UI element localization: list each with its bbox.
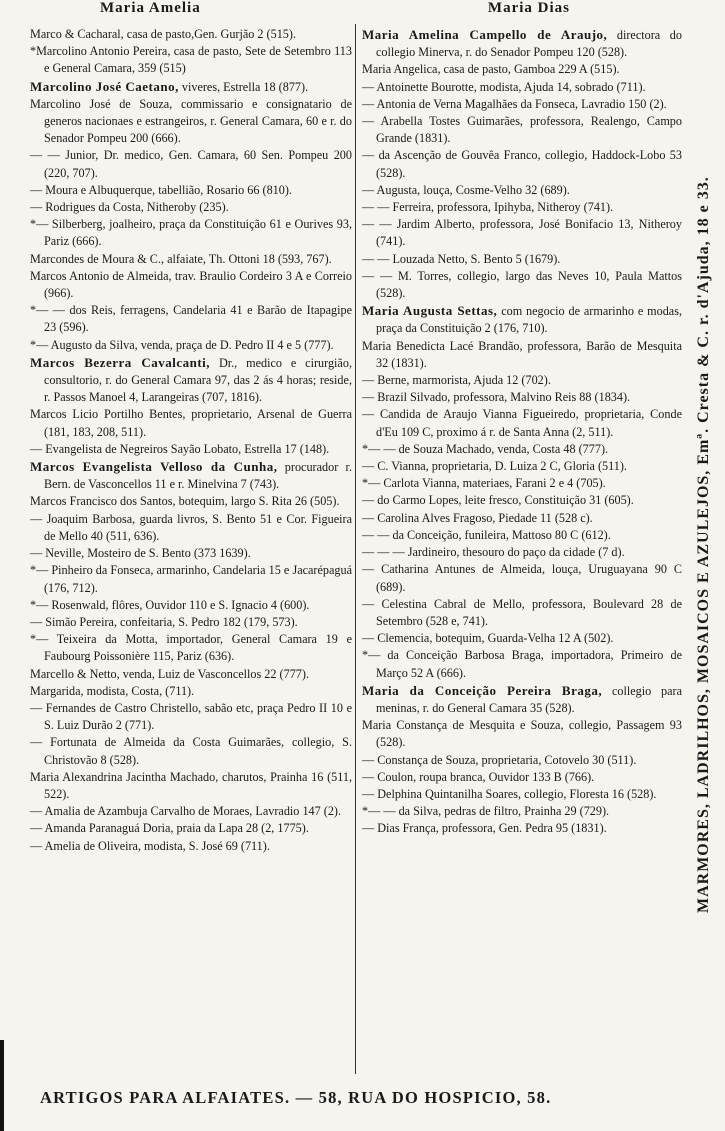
directory-entry xyxy=(362,406,682,440)
directory-entry xyxy=(362,786,682,803)
entry-text: *— Pinheiro da Fonseca, armarinho, Candelaria 15 e Jacarépaguá (176, 712). xyxy=(30,563,352,595)
directory-entry xyxy=(362,338,682,372)
entry-text: Margarida, modista, Costa, (711). xyxy=(30,683,195,698)
footer-advertisement: ARTIGOS PARA ALFAIATES. — 58, RUA DO HOSPICIO, 58. xyxy=(40,1088,552,1107)
entry-text: — da Ascenção de Gouvêa Franco, collegio, Haddock-Lobo 53 (528). xyxy=(362,148,682,180)
entry-text: — Antonia de Verna Magalhães da Fonseca, Lavradio 150 (2). xyxy=(362,96,667,111)
entry-text: — do Carmo Lopes, leite fresco, Constituição 31 (605). xyxy=(362,493,634,508)
entry-text: *— — de Souza Machado, venda, Costa 48 (777). xyxy=(362,441,609,456)
directory-entry xyxy=(30,631,352,665)
entry-text: — — da Conceição, funileira, Mattoso 80 C (612). xyxy=(362,527,611,542)
entry-text: — — Jardim Alberto, professora, José Bonifacio 13, Nitheroy (741). xyxy=(362,217,682,249)
entry-text: — Constança de Souza, proprietaria, Cotovelo 30 (511). xyxy=(362,752,637,767)
entry-text: Maria Benedicta Lacé Brandão, professora, Barão de Mesquita 32 (1831). xyxy=(362,338,682,370)
directory-entry xyxy=(362,527,682,544)
directory-entry xyxy=(30,511,352,545)
entry-text: collegio para meninas, r. do General Camara 35 (528). xyxy=(376,683,683,715)
directory-entry xyxy=(362,510,682,527)
running-head xyxy=(100,0,570,20)
entry-text: — Candida de Araujo Vianna Figueiredo, proprietaria, Conde d'Eu 109 C, proximo á r. de Santa Anna (2, 511). xyxy=(362,407,682,439)
entry-text: — — Junior, Dr. medico, Gen. Camara, 60 Sen. Pompeu 200 (220, 707). xyxy=(30,148,352,180)
directory-entry xyxy=(362,752,682,769)
entry-text: *— Rosenwald, flôres, Ouvidor 110 e S. Ignacio 4 (600). xyxy=(30,597,310,612)
running-head-left: Maria Amelia xyxy=(100,0,201,16)
directory-entry xyxy=(362,61,682,78)
entry-text: — Neville, Mosteiro de S. Bento (373 1639). xyxy=(30,546,251,561)
entry-text: — Berne, marmorista, Ajuda 12 (702). xyxy=(362,373,551,388)
directory-entry xyxy=(362,441,682,458)
entry-text: *— Carlota Vianna, materiaes, Farani 2 e 4 (705). xyxy=(362,476,606,491)
entry-text: *— da Conceição Barbosa Braga, importadora, Primeiro de Março 52 A (666). xyxy=(362,648,682,680)
directory-entry xyxy=(362,147,682,181)
directory-entry xyxy=(30,96,352,148)
entry-text: — Coulon, roupa branca, Ouvidor 133 B (766). xyxy=(362,769,595,784)
right-column xyxy=(362,26,682,838)
directory-entry xyxy=(362,682,682,717)
directory-entry xyxy=(362,26,682,61)
entry-text: Maria Angelica, casa de pasto, Gamboa 229 A (515). xyxy=(362,62,620,77)
directory-entry xyxy=(362,803,682,820)
entry-heading: Marcos Bezerra Cavalcanti, xyxy=(30,354,211,370)
margin-bar xyxy=(0,1040,4,1131)
entry-text: — Delphina Quintanilha Soares, collegio, Floresta 16 (528). xyxy=(362,786,657,801)
directory-entry xyxy=(362,492,682,509)
directory-entry xyxy=(30,820,352,837)
entry-text: *— — dos Reis, ferragens, Candelaria 41 e Barão de Itapagipe 23 (596). xyxy=(30,303,352,335)
entry-text: Marcello & Netto, venda, Luiz de Vasconcellos 22 (777). xyxy=(30,666,309,681)
entry-text: Marcolino José de Souza, commissario e consignatario de generos nacionaes e estrangeiros, r. General Camara, 60 e r. do Senador Pompeu 200 (666). xyxy=(30,96,352,146)
entry-text: — Augusta, louça, Cosme-Velho 32 (689). xyxy=(362,182,570,197)
entry-text: — — Ferreira, professora, Ipihyba, Nitheroy (741). xyxy=(362,200,614,215)
entry-text: *— Augusto da Silva, venda, praça de D. Pedro II 4 e 5 (777). xyxy=(30,337,334,352)
directory-entry xyxy=(362,544,682,561)
entry-text: — Dias França, professora, Gen. Pedra 95 (1831). xyxy=(362,821,607,836)
directory-entry xyxy=(30,666,352,683)
entry-text: — Rodrigues da Costa, Nitheroby (235). xyxy=(30,200,229,215)
directory-entry xyxy=(362,561,682,595)
directory-entry xyxy=(30,78,352,96)
directory-entry xyxy=(362,769,682,786)
directory-entry xyxy=(30,182,352,199)
directory-entry xyxy=(362,96,682,113)
entry-text: — Celestina Cabral de Mello, professora, Boulevard 28 de Setembro (528 e, 741). xyxy=(362,596,682,628)
entry-text: Marcondes de Moura & C., alfaiate, Th. Ottoni 18 (593, 767). xyxy=(30,251,332,266)
directory-entry xyxy=(30,302,352,336)
directory-entry xyxy=(362,630,682,647)
entry-heading: Marcos Evangelista Velloso da Cunha, xyxy=(30,459,278,475)
entry-text: — Simão Pereira, confeitaria, S. Pedro 182 (179, 573). xyxy=(30,614,298,629)
entry-text: Dr., medico e cirurgião, consultorio, r. do General Camara 97, das 2 ás 4 horas; reside, r. Passos Manoel 4, Larangeiras (707, 1816). xyxy=(44,355,352,405)
entry-text: — — M. Torres, collegio, largo das Neves 10, Paula Mattos (528). xyxy=(362,268,682,301)
directory-entry xyxy=(362,596,682,630)
directory-entry xyxy=(30,838,352,855)
directory-entry xyxy=(30,562,352,596)
directory-entry xyxy=(30,268,352,302)
directory-entry xyxy=(30,337,352,354)
directory-entry xyxy=(362,389,682,406)
directory-entry xyxy=(362,182,682,199)
directory-entry xyxy=(30,26,352,43)
entry-text: Marco & Cacharal, casa de pasto,Gen. Gurjão 2 (515). xyxy=(30,27,296,41)
entry-text: — Fortunata de Almeida da Costa Guimarães, collegio, S. Christovão 8 (528). xyxy=(30,735,352,767)
directory-entry xyxy=(30,700,352,734)
entry-text: — Moura e Albuquerque, tabellião, Rosario 66 (810). xyxy=(30,182,292,197)
entry-text: procurador r. Bern. de Vasconcellos 11 e r. Minelvina 7 (743). xyxy=(44,460,352,492)
directory-entry xyxy=(362,216,682,250)
directory-entry xyxy=(362,251,682,268)
directory-entry xyxy=(30,406,352,440)
entry-text: — Joaquim Barbosa, guarda livros, S. Bento 51 e Cor. Figueira de Mello 40 (511, 636). xyxy=(30,511,352,543)
left-column xyxy=(30,26,352,855)
directory-entry xyxy=(30,493,352,510)
directory-entry xyxy=(30,43,352,77)
directory-entry xyxy=(362,372,682,389)
directory-entry xyxy=(362,458,682,475)
entry-heading: Marcolino José Caetano, xyxy=(30,78,179,94)
entry-text: — Brazil Silvado, professora, Malvino Reis 88 (1834). xyxy=(362,390,631,405)
directory-entry xyxy=(362,199,682,216)
directory-entry xyxy=(362,820,682,837)
directory-entry xyxy=(362,647,682,681)
directory-entry xyxy=(30,458,352,493)
directory-entry xyxy=(362,302,682,337)
entry-text: Maria Alexandrina Jacintha Machado, charutos, Prainha 16 (511, 522). xyxy=(30,769,352,801)
directory-entry xyxy=(30,683,352,700)
entry-text: Marcos Licio Portilho Bentes, proprietario, Arsenal de Guerra (181, 183, 208, 511). xyxy=(30,407,352,439)
directory-entry xyxy=(362,113,682,147)
entry-text: *— — da Silva, pedras de filtro, Prainha 29 (729). xyxy=(362,804,610,819)
directory-entry xyxy=(30,803,352,820)
entry-text: — Amalia de Azambuja Carvalho de Moraes, Lavradio 147 (2). xyxy=(30,804,342,819)
entry-text: — — — Jardineiro, thesouro do paço da cidade (7 d). xyxy=(362,545,625,560)
entry-text: — C. Vianna, proprietaria, D. Luiza 2 C, Gloria (511). xyxy=(362,459,627,474)
directory-entry xyxy=(362,268,682,302)
directory-entry xyxy=(30,147,352,181)
entry-text: — Carolina Alves Fragoso, Piedade 11 (528 c). xyxy=(362,510,593,525)
directory-entry xyxy=(30,354,352,407)
directory-entry xyxy=(30,216,352,250)
side-advertisement: MARMORES, LADRILHOS, MOSAICOS E AZULEJOS, Emª. Cresta & C. r. d'Ajuda, 18 e 33. xyxy=(695,176,712,914)
directory-entry xyxy=(362,717,682,751)
directory-entry xyxy=(362,79,682,96)
directory-entry xyxy=(30,597,352,614)
entry-text: com negocio de armarinho e modas, praça da Constituição 2 (176, 710). xyxy=(376,304,682,336)
entry-text: *Marcolino Antonio Pereira, casa de pasto, Sete de Setembro 113 e General Camara, 359 (515) xyxy=(30,44,352,76)
entry-text: — Amanda Paranaguá Doria, praia da Lapa 28 (2, 1775). xyxy=(30,821,309,836)
entry-text: — Evangelista de Negreiros Sayão Lobato, Estrella 17 (148). xyxy=(30,441,330,456)
entry-text: — Antoinette Bourotte, modista, Ajuda 14, sobrado (711). xyxy=(362,79,646,94)
entry-text: directora do collegio Minerva, r. do Senador Pompeu 120 (528). xyxy=(376,28,682,60)
entry-text: Marcos Francisco dos Santos, botequim, largo S. Rita 26 (505). xyxy=(30,494,340,509)
directory-entry xyxy=(30,769,352,803)
directory-entry xyxy=(30,441,352,458)
entry-text: Marcos Antonio de Almeida, trav. Braulio Cordeiro 3 A e Correio (966). xyxy=(30,268,352,301)
running-head-right: Maria Dias xyxy=(487,0,570,16)
entry-text: — — Louzada Netto, S. Bento 5 (1679). xyxy=(362,251,561,266)
entry-text: — Arabella Tostes Guimarães, professora, Realengo, Campo Grande (1831). xyxy=(362,114,682,146)
column-divider xyxy=(355,24,356,1074)
entry-heading: Maria da Conceição Pereira Braga, xyxy=(362,682,603,698)
directory-entry xyxy=(30,199,352,216)
entry-text: *— Silberberg, joalheiro, praça da Constituição 61 e Ourives 93, Pariz (666). xyxy=(30,217,352,249)
entry-text: — Amelia de Oliveira, modista, S. José 69 (711). xyxy=(30,838,270,853)
directory-entry xyxy=(30,545,352,562)
entry-text: viveres, Estrella 18 (877). xyxy=(178,79,309,94)
directory-entry xyxy=(30,251,352,268)
entry-text: — Catharina Antunes de Almeida, louça, Uruguayana 90 C (689). xyxy=(362,562,682,594)
directory-entry xyxy=(30,734,352,768)
entry-heading: Maria Augusta Settas, xyxy=(362,303,498,319)
directory-entry xyxy=(30,614,352,631)
entry-text: *— Teixeira da Motta, importador, General Camara 19 e Faubourg Poissonière 115, Pariz (636). xyxy=(30,632,352,664)
entry-text: Maria Constança de Mesquita e Souza, collegio, Passagem 93 (528). xyxy=(362,718,682,750)
entry-text: — Fernandes de Castro Christello, sabão etc, praça Pedro II 10 e S. Luiz Durão 2 (771). xyxy=(30,700,352,733)
directory-entry xyxy=(362,475,682,492)
entry-text: — Clemencia, botequim, Guarda-Velha 12 A (502). xyxy=(362,631,614,646)
entry-heading: Maria Amelina Campello de Araujo, xyxy=(362,27,608,42)
